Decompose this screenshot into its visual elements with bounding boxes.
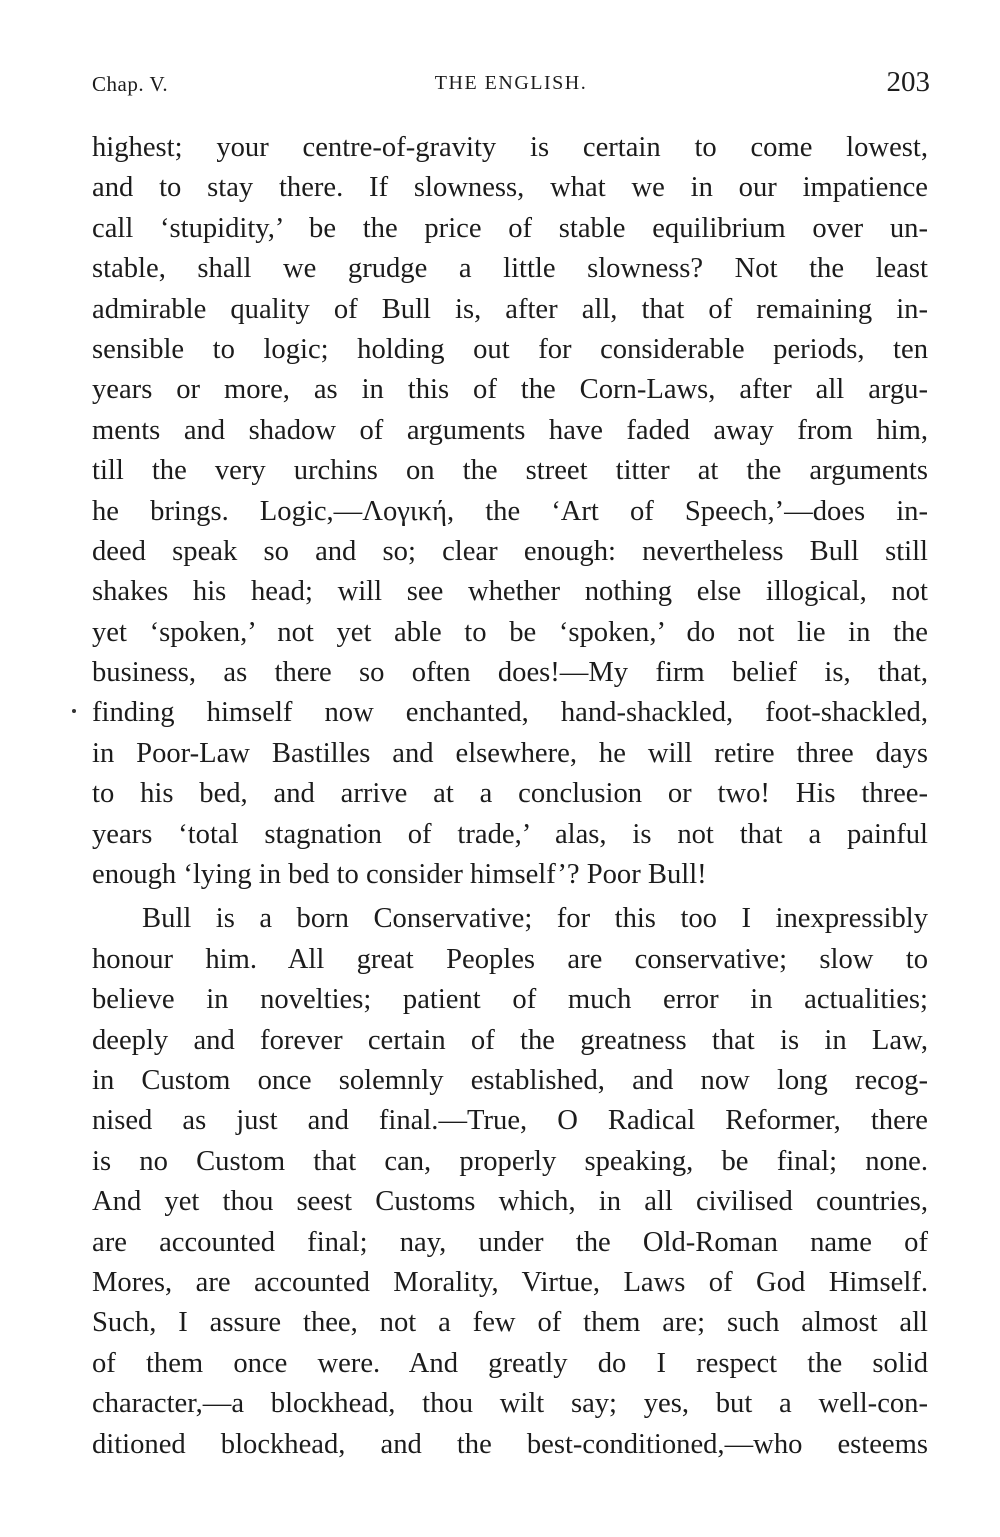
text-line: And yet thou seest Customs which, in all civilised countries,	[92, 1186, 928, 1218]
margin-mark	[72, 709, 76, 713]
text-line: years or more, as in this of the Corn-Laws, after all argu-	[92, 374, 928, 406]
text-line: he brings. Logic,—Λογική, the ‘Art of Speech,’—does in-	[92, 495, 928, 527]
text-line: yet ‘spoken,’ not yet able to be ‘spoken,’ do not lie in the	[92, 616, 928, 648]
text-line: enough ‘lying in bed to consider himself’? Poor Bull!	[92, 859, 707, 891]
text-line: Mores, are accounted Morality, Virtue, Laws of God Himself.	[92, 1266, 928, 1298]
text-line: admirable quality of Bull is, after all, that of remaining in-	[92, 293, 928, 325]
chapter-label: Chap. V.	[92, 72, 169, 96]
text-line: of them once were. And greatly do I respect the solid	[92, 1347, 928, 1379]
text-line: believe in novelties; patient of much error in actualities;	[92, 984, 928, 1016]
text-line: Bull is a born Conservative; for this too I inexpressibly	[142, 903, 928, 935]
text-line: nised as just and final.—True, O Radical Reformer, there	[92, 1105, 928, 1137]
text-line: deeply and forever certain of the greatness that is in Law,	[92, 1024, 928, 1056]
page-number: 203	[886, 66, 930, 98]
text-line: call ‘stupidity,’ be the price of stable equilibrium over un-	[92, 212, 928, 244]
text-line: character,—a blockhead, thou wilt say; yes, but a well-con-	[92, 1388, 928, 1420]
text-line: ditioned blockhead, and the best-conditioned,—who esteems	[92, 1428, 928, 1460]
text-line: stable, shall we grudge a little slowness? Not the least	[92, 253, 928, 285]
running-header	[92, 66, 930, 100]
text-line: ments and shadow of arguments have faded away from him,	[92, 414, 928, 446]
text-line: finding himself now enchanted, hand-shackled, foot-shackled,	[92, 697, 928, 729]
text-line: highest; your centre-of-gravity is certain to come lowest,	[92, 132, 928, 163]
text-line: is no Custom that can, properly speaking, be final; none.	[92, 1145, 928, 1177]
text-line: shakes his head; will see whether nothing else illogical, not	[92, 576, 928, 608]
text-line: sensible to logic; holding out for considerable periods, ten	[92, 333, 928, 365]
paragraph-1	[92, 128, 928, 895]
paragraph-2	[92, 899, 928, 1464]
text-line: Such, I assure thee, not a few of them are; such almost all	[92, 1307, 928, 1339]
text-line: are accounted final; nay, under the Old-Roman name of	[92, 1226, 928, 1258]
text-line: till the very urchins on the street titter at the arguments	[92, 455, 928, 487]
text-line: and to stay there. If slowness, what we in our impatience	[92, 172, 928, 204]
text-line: honour him. All great Peoples are conservative; slow to	[92, 943, 928, 975]
text-line: in Custom once solemnly established, and now long recog-	[92, 1064, 928, 1096]
running-title: THE ENGLISH.	[434, 72, 588, 94]
text-line: deed speak so and so; clear enough: nevertheless Bull still	[92, 535, 928, 567]
text-line: years ‘total stagnation of trade,’ alas, is not that a painful	[92, 818, 928, 850]
body-text	[92, 128, 928, 1465]
text-line: business, as there so often does!—My firm belief is, that,	[92, 657, 928, 689]
text-line: in Poor-Law Bastilles and elsewhere, he will retire three days	[92, 737, 928, 769]
text-line: to his bed, and arrive at a conclusion or two! His three-	[92, 778, 928, 810]
